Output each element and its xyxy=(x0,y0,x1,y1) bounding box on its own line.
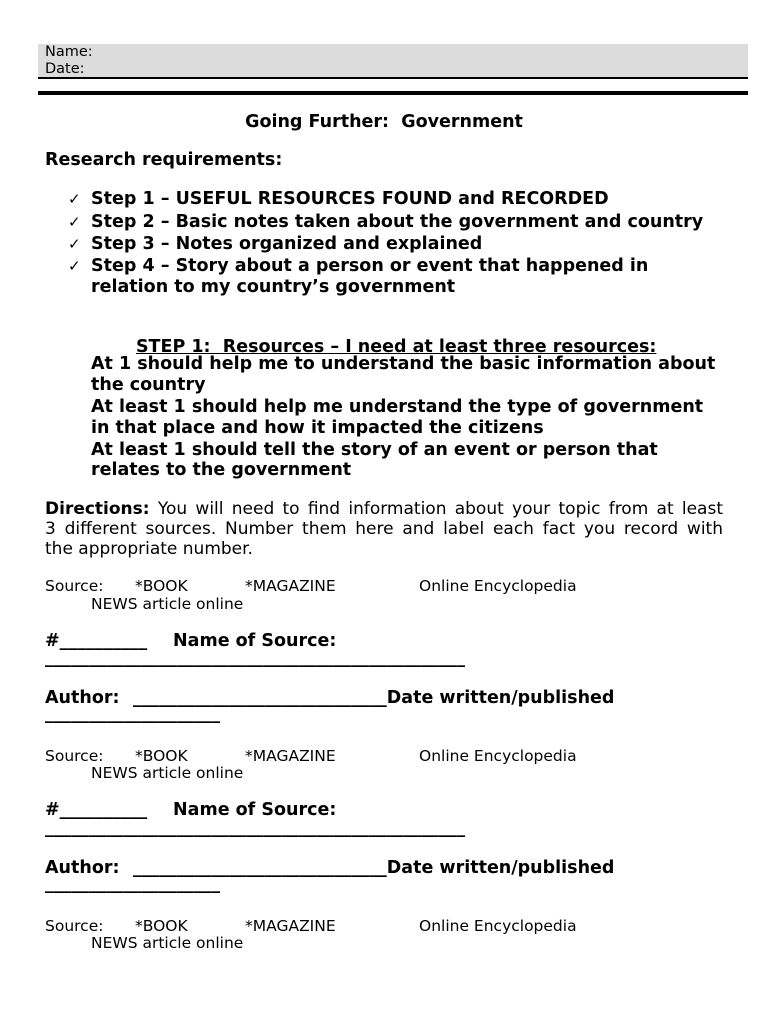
source-option-encyclopedia: Online Encyclopedia xyxy=(419,577,577,595)
source-number-blank: #__________ xyxy=(45,800,148,820)
checklist-item xyxy=(0,233,768,255)
source-option-magazine: *MAGAZINE xyxy=(245,747,336,765)
date-published-blank: ____________________ xyxy=(45,704,220,724)
directions-text: 3 different sources. Number them here and label each fact you record with xyxy=(45,519,723,539)
name-label: Name: xyxy=(45,44,93,60)
source-option-news: NEWS article online xyxy=(91,595,244,613)
header-rule-thick xyxy=(38,91,748,95)
source-name-blank: ________________________________________________ xyxy=(45,648,465,668)
author-blank: _____________________________ xyxy=(133,858,387,878)
source-option-news: NEWS article online xyxy=(91,764,244,782)
resource-guideline-line: in that place and how it impacted the citizens xyxy=(91,418,544,438)
source-number-blank: #__________ xyxy=(45,631,148,651)
checklist-item-text: Step 1 – USEFUL RESOURCES FOUND and RECORDED xyxy=(91,189,609,209)
source-option-encyclopedia: Online Encyclopedia xyxy=(419,917,577,935)
checkmark-icon: ✓ xyxy=(68,213,81,231)
source-option-book: *BOOK xyxy=(135,917,188,935)
source-label: Source: xyxy=(45,917,104,935)
directions-text: You will need to find information about your topic from at least xyxy=(157,499,723,519)
source-option-book: *BOOK xyxy=(135,747,188,765)
source-types-row xyxy=(0,577,768,595)
resource-guideline-line: relates to the government xyxy=(91,460,352,480)
checkmark-icon: ✓ xyxy=(68,190,81,208)
directions-line xyxy=(45,499,723,519)
source-label: Source: xyxy=(45,747,104,765)
header-band xyxy=(38,44,748,78)
checklist-item xyxy=(0,188,768,210)
checklist-item-text: Step 2 – Basic notes taken about the government and country xyxy=(91,212,704,232)
author-label: Author: xyxy=(45,688,120,708)
resource-guideline-line: At 1 should help me to understand the basic information about xyxy=(91,354,716,374)
page-title: Going Further: Government xyxy=(245,112,523,132)
resource-guideline-line: the country xyxy=(91,375,206,395)
date-published-blank: ____________________ xyxy=(45,874,220,894)
source-option-magazine: *MAGAZINE xyxy=(245,577,336,595)
source-name-label: Name of Source: xyxy=(173,631,337,651)
checklist-item xyxy=(0,211,768,233)
date-published-label: Date written/published xyxy=(386,858,615,878)
directions-paragraph xyxy=(45,499,723,559)
header-rule-thin xyxy=(38,77,748,79)
date-published-label: Date written/published xyxy=(386,688,615,708)
source-types-row xyxy=(0,747,768,765)
source-name-label: Name of Source: xyxy=(173,800,337,820)
source-name-blank: ________________________________________________ xyxy=(45,818,465,838)
source-option-encyclopedia: Online Encyclopedia xyxy=(419,747,577,765)
checklist-item-text: Step 3 – Notes organized and explained xyxy=(91,234,483,254)
requirements-heading: Research requirements: xyxy=(45,150,283,170)
date-label: Date: xyxy=(45,61,85,77)
author-blank: _____________________________ xyxy=(133,688,387,708)
directions-line xyxy=(45,519,723,539)
checklist-item-text: Step 4 – Story about a person or event that happened in xyxy=(91,256,649,276)
resource-guideline-line: At least 1 should help me understand the type of government xyxy=(91,397,704,417)
source-types-row xyxy=(0,917,768,935)
resource-guideline-line: At least 1 should tell the story of an event or person that xyxy=(91,440,658,460)
source-option-news: NEWS article online xyxy=(91,934,244,952)
directions-text: the appropriate number. xyxy=(45,539,253,559)
author-label: Author: xyxy=(45,858,120,878)
checklist-item-text-continued: relation to my country’s government xyxy=(91,277,456,297)
step1-heading-text: STEP 1: Resources – I need at least three resources: xyxy=(135,337,657,357)
directions-line xyxy=(45,539,723,559)
source-option-magazine: *MAGAZINE xyxy=(245,917,336,935)
source-label: Source: xyxy=(45,577,104,595)
directions-label: Directions: xyxy=(45,499,150,519)
checkmark-icon: ✓ xyxy=(68,257,81,275)
source-option-book: *BOOK xyxy=(135,577,188,595)
checklist-item xyxy=(0,255,768,299)
checkmark-icon: ✓ xyxy=(68,235,81,253)
